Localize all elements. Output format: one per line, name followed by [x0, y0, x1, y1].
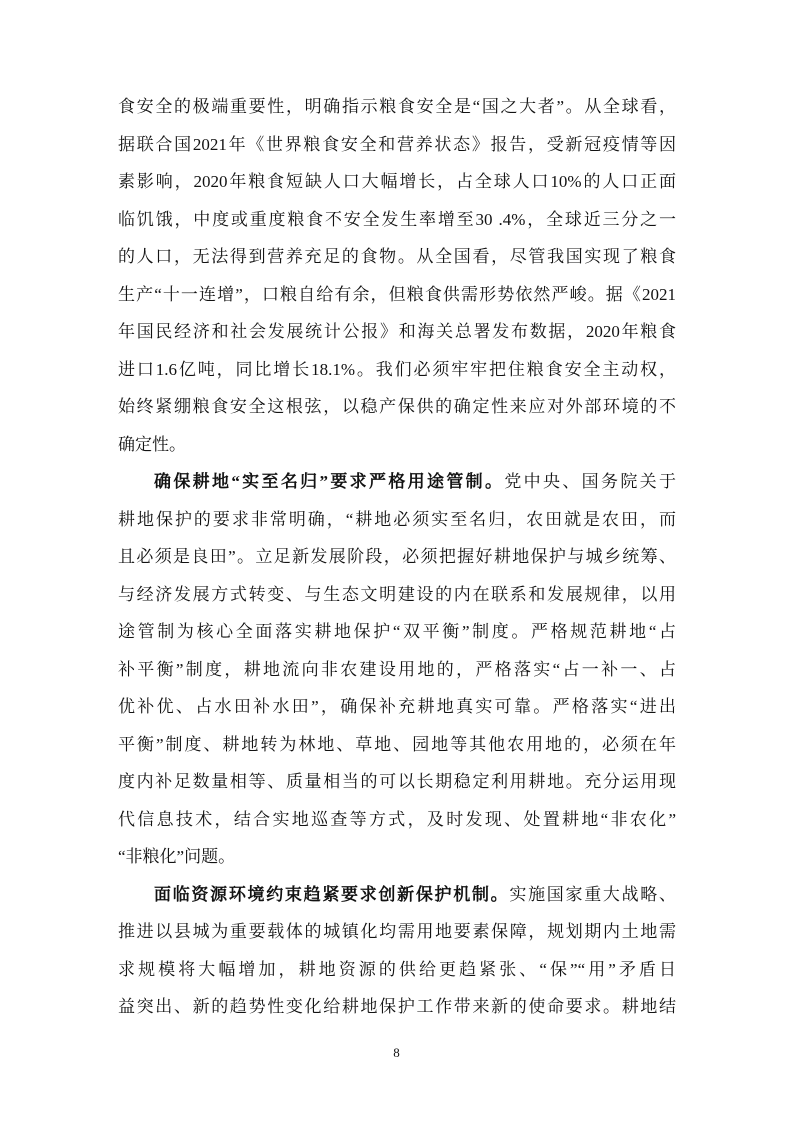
line-text: 临饥饿，中度或重度粮食不安全发生率增至30 .4%，全球近三分之一	[118, 209, 676, 229]
line-text: 进口1.6亿吨，同比增长18.1%。我们必须牢牢把住粮食安全主动权，	[118, 359, 676, 379]
text-line	[118, 688, 676, 726]
text-line	[118, 613, 676, 651]
text-line	[118, 351, 676, 389]
text-line	[118, 313, 676, 351]
paragraph-lead-bold: 面临资源环境约束趋紧要求创新保护机制。	[154, 884, 510, 904]
line-text: 年国民经济和社会发展统计公报》和海关总署发布数据，2020年粮食	[118, 322, 676, 341]
text-line	[118, 463, 676, 501]
text-line	[118, 538, 676, 576]
text-line	[118, 651, 676, 689]
line-text: 始终紧绷粮食安全这根弦，以稳产保供的确定性来应对外部环境的不	[118, 397, 676, 416]
page-number: 8	[393, 1045, 400, 1060]
line-text: 素影响，2020年粮食短缺人口大幅增长，占全球人口10%的人口正面	[118, 172, 676, 191]
line-text: 的人口，无法得到营养充足的食物。从全国看，尽管我国实现了粮食	[118, 247, 676, 266]
text-line	[118, 276, 676, 314]
line-text: “非粮化”问题。	[118, 847, 236, 866]
line-text: 且必须是良田”。立足新发展阶段，必须把握好耕地保护与城乡统筹、	[118, 547, 676, 566]
text-line	[118, 501, 676, 539]
text-line	[118, 913, 676, 951]
paragraph-lead-bold: 确保耕地“实至名归”要求严格用途管制。	[154, 472, 505, 491]
line-text: 确定性。	[118, 434, 186, 454]
text-line	[118, 88, 676, 126]
line-text: 党中央、国务院关于	[504, 472, 677, 491]
line-text: 益突出、新的趋势性变化给耕地保护工作带来新的使命要求。耕地结	[118, 997, 676, 1016]
line-text: 与经济发展方式转变、与生态文明建设的内在联系和发展规律，以用	[118, 584, 676, 604]
line-text: 优补优、占水田补水田”，确保补充耕地真实可靠。严格落实“进出	[118, 697, 676, 716]
text-line	[118, 726, 676, 764]
text-line	[118, 951, 676, 989]
line-text: 途管制为核心全面落实耕地保护“双平衡”制度。严格规范耕地“占	[118, 622, 676, 641]
text-line	[118, 988, 676, 1026]
line-text: 实施国家重大战略、	[509, 884, 677, 904]
line-text: 补平衡”制度，耕地流向非农建设用地的，严格落实“占一补一、占	[118, 659, 676, 679]
text-line	[118, 876, 676, 914]
line-text: 生产“十一连增”，口粮自给有余，但粮食供需形势依然严峻。据《2021	[118, 284, 676, 304]
text-line	[118, 201, 676, 239]
text-line	[118, 388, 676, 426]
text-line	[118, 576, 676, 614]
line-text: 代信息技术，结合实地巡查等方式，及时发现、处置耕地“非农化”	[118, 809, 676, 829]
line-text: 推进以县城为重要载体的城镇化均需用地要素保障，规划期内土地需	[118, 922, 676, 941]
text-line	[118, 763, 676, 801]
text-line	[118, 838, 676, 876]
line-text: 度内补足数量相等、质量相当的可以长期稳定利用耕地。充分运用现	[118, 772, 676, 791]
text-line	[118, 126, 676, 164]
line-text: 求规模将大幅增加，耕地资源的供给更趋紧张、“保”“用”矛盾日	[118, 959, 676, 979]
text-body	[118, 88, 676, 1026]
text-line	[118, 801, 676, 839]
line-text: 据联合国2021年《世界粮食安全和营养状态》报告，受新冠疫情等因	[118, 134, 676, 154]
line-text: 耕地保护的要求非常明确，“耕地必须实至名归，农田就是农田，而	[118, 509, 676, 529]
line-text: 食安全的极端重要性，明确指示粮食安全是“国之大者”。从全球看，	[118, 97, 676, 116]
text-line	[118, 426, 676, 464]
line-text: 平衡”制度、耕地转为林地、草地、园地等其他农用地的，必须在年	[118, 734, 676, 754]
text-line	[118, 238, 676, 276]
text-line	[118, 163, 676, 201]
